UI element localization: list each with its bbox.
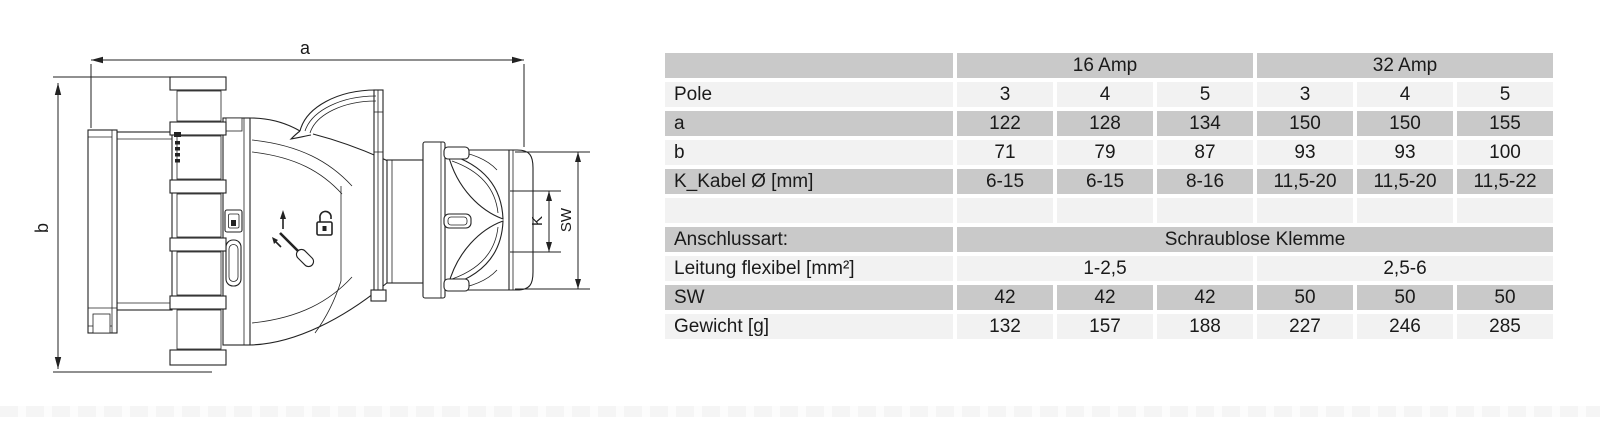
- leitung-value-16amp: 1-2,5: [957, 256, 1253, 281]
- sw-value: 42: [957, 285, 1053, 310]
- row-label-sw: SW: [665, 285, 953, 310]
- kabel-value: 11,5-22: [1457, 169, 1553, 194]
- plug-ribbed-flange: [170, 77, 226, 365]
- a-value: 155: [1457, 111, 1553, 136]
- row-label-gewicht: Gewicht [g]: [665, 314, 953, 339]
- gewicht-value: 285: [1457, 314, 1553, 339]
- gewicht-value: 132: [957, 314, 1053, 339]
- a-value: 150: [1257, 111, 1353, 136]
- page-edge-artifact: [0, 406, 1600, 417]
- spacer-cell: [1257, 198, 1353, 223]
- gewicht-value: 246: [1357, 314, 1453, 339]
- dim-sw-label: SW: [558, 207, 575, 233]
- b-value: 93: [1257, 140, 1353, 165]
- pole-value: 5: [1157, 82, 1253, 107]
- kabel-value: 8-16: [1157, 169, 1253, 194]
- pole-value: 4: [1057, 82, 1153, 107]
- spacer-cell: [1157, 198, 1253, 223]
- row-label-leitung: Leitung flexibel [mm²]: [665, 256, 953, 281]
- spring-finger-lower: [448, 221, 503, 286]
- spacer-cell: [665, 198, 953, 223]
- leitung-value-32amp: 2,5-6: [1257, 256, 1553, 281]
- amp-group-16: 16 Amp: [957, 53, 1253, 78]
- kabel-value: 6-15: [957, 169, 1053, 194]
- kabel-value: 6-15: [1057, 169, 1153, 194]
- plug-drawing-svg: [0, 0, 650, 417]
- pole-value: 3: [957, 82, 1053, 107]
- row-label-a: a: [665, 111, 953, 136]
- spacer-cell: [1057, 198, 1153, 223]
- plug-sleeve: [88, 130, 172, 333]
- cable-gland: [387, 142, 533, 298]
- anschlussart-value: Schraublose Klemme: [957, 227, 1553, 252]
- spec-table: [665, 53, 1553, 339]
- dim-b-label: b: [32, 222, 52, 234]
- b-value: 79: [1057, 140, 1153, 165]
- row-label-pole: Pole: [665, 82, 953, 107]
- screwdriver-icon: [280, 233, 298, 251]
- pole-value: 5: [1457, 82, 1553, 107]
- spacer-cell: [957, 198, 1053, 223]
- a-value: 122: [957, 111, 1053, 136]
- spacer-cell: [1357, 198, 1453, 223]
- dimension-a: [91, 38, 524, 147]
- open-padlock-icon: [317, 211, 332, 235]
- gewicht-value: 188: [1157, 314, 1253, 339]
- toolfree-opening-icon: [272, 210, 332, 269]
- sw-value: 42: [1157, 285, 1253, 310]
- b-value: 100: [1457, 140, 1553, 165]
- latch-pill: [226, 240, 241, 286]
- spacer-cell: [1457, 198, 1553, 223]
- gewicht-value: 157: [1057, 314, 1153, 339]
- row-label-kabel: K_Kabel Ø [mm]: [665, 169, 953, 194]
- amp-group-32: 32 Amp: [1257, 53, 1553, 78]
- a-value: 150: [1357, 111, 1453, 136]
- row-label-b: b: [665, 140, 953, 165]
- sw-value: 50: [1457, 285, 1553, 310]
- b-value: 93: [1357, 140, 1453, 165]
- sw-value: 50: [1357, 285, 1453, 310]
- b-value: 71: [957, 140, 1053, 165]
- pole-value: 3: [1257, 82, 1353, 107]
- plug-latch-ring: [223, 118, 250, 345]
- dim-k-label: K: [529, 215, 546, 227]
- plug-handle: [291, 90, 386, 301]
- row-label-anschlussart: Anschlussart:: [665, 227, 953, 252]
- plug-technical-drawing: [0, 0, 650, 417]
- kabel-value: 11,5-20: [1257, 169, 1353, 194]
- kabel-value: 11,5-20: [1357, 169, 1453, 194]
- empty-header-cell: [665, 53, 953, 78]
- sw-value: 42: [1057, 285, 1153, 310]
- a-value: 128: [1057, 111, 1153, 136]
- spring-finger-upper: [448, 154, 503, 219]
- a-value: 134: [1157, 111, 1253, 136]
- gewicht-value: 227: [1257, 314, 1353, 339]
- dim-a-label: a: [299, 38, 311, 58]
- sw-value: 50: [1257, 285, 1353, 310]
- b-value: 87: [1157, 140, 1253, 165]
- pole-value: 4: [1357, 82, 1453, 107]
